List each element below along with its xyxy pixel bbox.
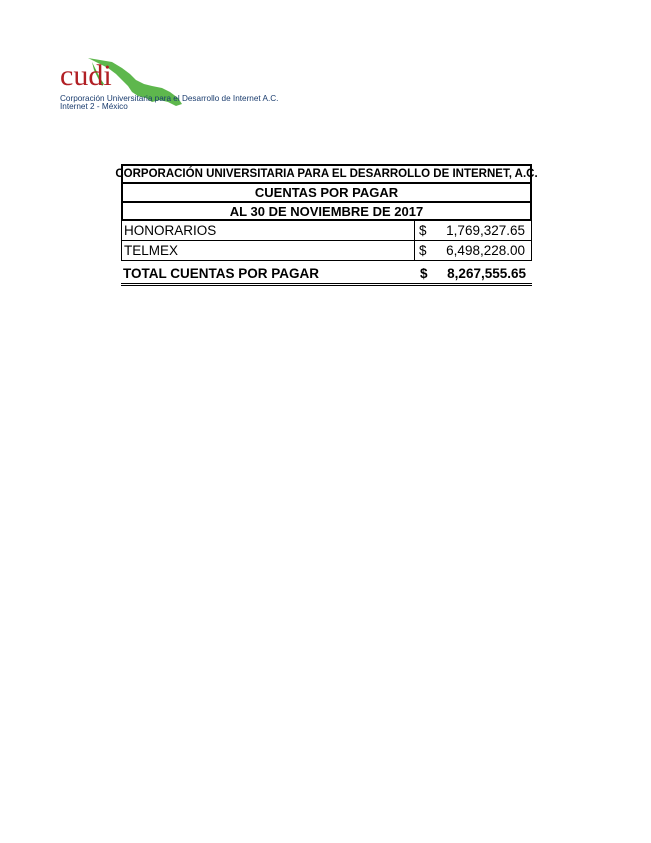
- accounts-payable-table: [115, 164, 538, 286]
- table-row: [121, 221, 532, 241]
- row-amount: 1,769,327.65: [446, 223, 525, 238]
- table-row: [121, 241, 532, 261]
- cudi-logo: [58, 56, 308, 116]
- organization-header: CORPORACIÓN UNIVERSITARIA PARA EL DESARROLLO DE INTERNET, A.C.: [121, 164, 532, 182]
- report-title: CUENTAS POR PAGAR: [121, 182, 532, 201]
- row-label: HONORARIOS: [122, 221, 415, 240]
- report-date: AL 30 DE NOVIEMBRE DE 2017: [121, 201, 532, 221]
- row-label: TELMEX: [122, 241, 415, 260]
- total-row: [121, 264, 532, 286]
- total-label: TOTAL CUENTAS POR PAGAR: [123, 266, 320, 281]
- currency-symbol: $: [419, 243, 427, 258]
- logo-subtitle-2: Internet 2 - México: [60, 102, 128, 111]
- total-amount: 8,267,555.65: [447, 266, 526, 281]
- total-currency-symbol: $: [420, 266, 428, 281]
- logo-wordmark: cudi: [60, 59, 112, 92]
- row-amount: 6,498,228.00: [446, 243, 525, 258]
- logo-subtitle: Corporación Universitaria para el Desarrollo de Internet A.C.: [60, 94, 279, 103]
- currency-symbol: $: [419, 223, 427, 238]
